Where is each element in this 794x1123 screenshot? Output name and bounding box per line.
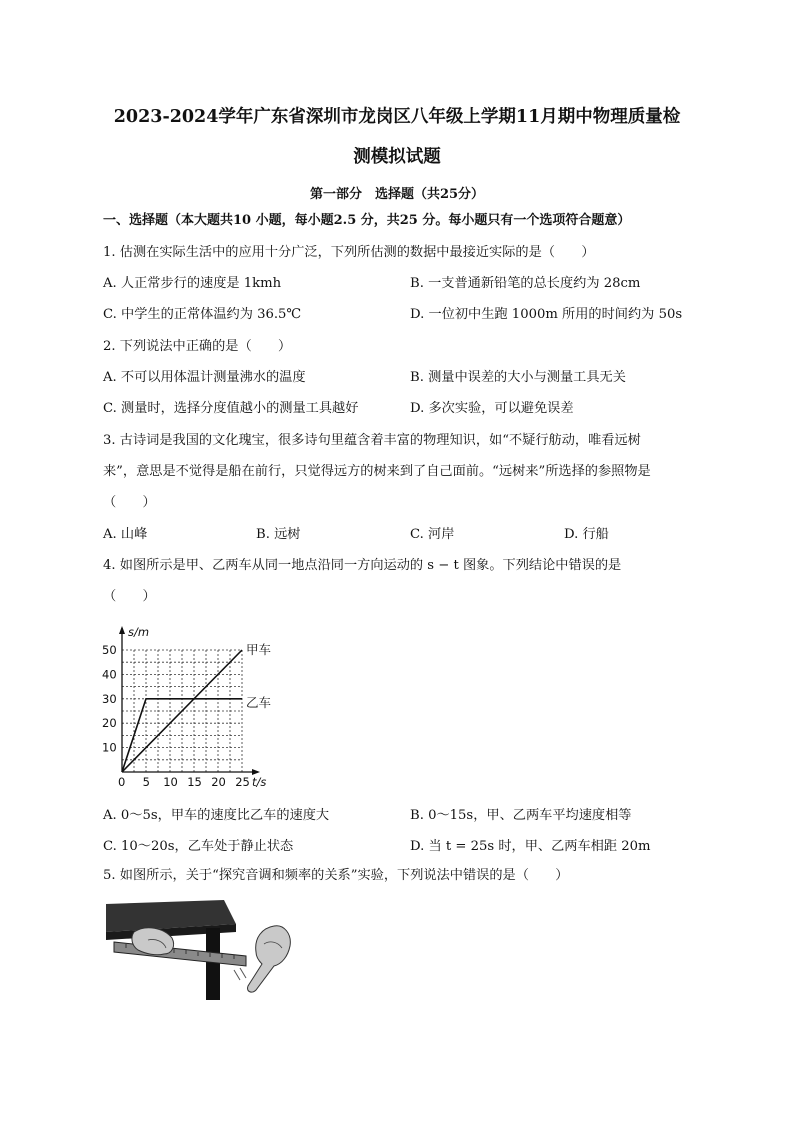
paper-title-line2: 测模拟试题 bbox=[353, 147, 441, 167]
q1-stem: 1. 估测在实际生活中的应用十分广泛，下列所估测的数据中最接近实际的是（ ） bbox=[103, 245, 595, 260]
x-tick-label: 5 bbox=[142, 775, 150, 789]
x-tick-label: 15 bbox=[187, 775, 202, 789]
q3-option-a: A. 山峰 bbox=[103, 527, 148, 542]
part-heading: 第一部分 选择题（共25分） bbox=[309, 187, 485, 202]
q3-option-d: D. 行船 bbox=[564, 527, 609, 542]
q3-option-c: C. 河岸 bbox=[410, 527, 455, 542]
q1-option-d: D. 一位初中生跑 1000m 所用的时间约为 50s bbox=[410, 307, 683, 322]
q1-option-c: C. 中学生的正常体温约为 36.5℃ bbox=[103, 307, 302, 322]
series-label-2: 乙车 bbox=[246, 694, 272, 710]
q3-stem-line1: 3. 古诗词是我国的文化瑰宝，很多诗句里蕴含着丰富的物理知识，如“不疑行舫动，唯看远树 bbox=[103, 433, 641, 448]
y-tick-label: 40 bbox=[102, 667, 117, 682]
ruler-experiment-figure bbox=[106, 898, 296, 1003]
y-tick-label: 10 bbox=[102, 740, 117, 755]
q3-stem-line2: 来”，意思是不觉得是船在前行，只觉得远方的树来到了自己面前。“远树来”所选择的参照物是 bbox=[103, 464, 651, 479]
y-axis-arrow bbox=[119, 626, 125, 634]
q4-stem-line1: 4. 如图所示是甲、乙两车从同一地点沿同一方向运动的 s − t 图象。下列结论中错误的是 bbox=[103, 558, 622, 573]
q4-option-c: C. 10～20s，乙车处于静止状态 bbox=[103, 839, 294, 854]
x-tick-label: 25 bbox=[235, 775, 250, 789]
y-tick-label: 20 bbox=[102, 716, 117, 731]
plucking-hand bbox=[248, 926, 291, 992]
q3-stem-line3: （ ） bbox=[103, 495, 156, 510]
y-tick-label: 50 bbox=[102, 643, 117, 657]
series-label-1: 甲车 bbox=[246, 642, 272, 657]
q2-option-a: A. 不可以用体温计测量沸水的温度 bbox=[103, 370, 306, 385]
q4-option-a: A. 0～5s，甲车的速度比乙车的速度大 bbox=[103, 808, 330, 823]
q2-option-d: D. 多次实验，可以避免误差 bbox=[410, 401, 574, 416]
q5-stem: 5. 如图所示，关于“探究音调和频率的关系”实验，下列说法中错误的是（ ） bbox=[103, 868, 569, 883]
q4-stem-line2: （ ） bbox=[103, 589, 156, 604]
st-graph bbox=[100, 620, 280, 790]
x-tick-label: 20 bbox=[211, 775, 226, 789]
table-leg bbox=[206, 928, 220, 1000]
y-axis-label: s/m bbox=[128, 625, 150, 639]
q1-option-a: A. 人正常步行的速度是 1kmh bbox=[103, 276, 282, 291]
x-axis-label: t/s bbox=[252, 775, 267, 789]
q4-option-d: D. 当 t = 25s 时，甲、乙两车相距 20m bbox=[410, 839, 651, 854]
x-tick-label: 10 bbox=[163, 775, 178, 789]
q1-option-b: B. 一支普通新铅笔的总长度约为 28cm bbox=[410, 276, 641, 291]
q4-option-b: B. 0～15s，甲、乙两车平均速度相等 bbox=[410, 808, 632, 823]
y-tick-label: 30 bbox=[102, 691, 117, 706]
x-tick-label: 0 bbox=[118, 775, 126, 789]
q2-option-c: C. 测量时，选择分度值越小的测量工具越好 bbox=[103, 401, 359, 416]
q2-stem: 2. 下列说法中正确的是（ ） bbox=[103, 339, 292, 354]
section-heading: 一、选择题（本大题共10 小题，每小题2.5 分，共25 分。每小题只有一个选项符合题意） bbox=[103, 213, 631, 228]
paper-title-line1: 2023-2024学年广东省深圳市龙岗区八年级上学期11月期中物理质量检 bbox=[113, 107, 681, 127]
q2-option-b: B. 测量中误差的大小与测量工具无关 bbox=[410, 370, 626, 385]
q3-option-b: B. 远树 bbox=[256, 527, 301, 542]
